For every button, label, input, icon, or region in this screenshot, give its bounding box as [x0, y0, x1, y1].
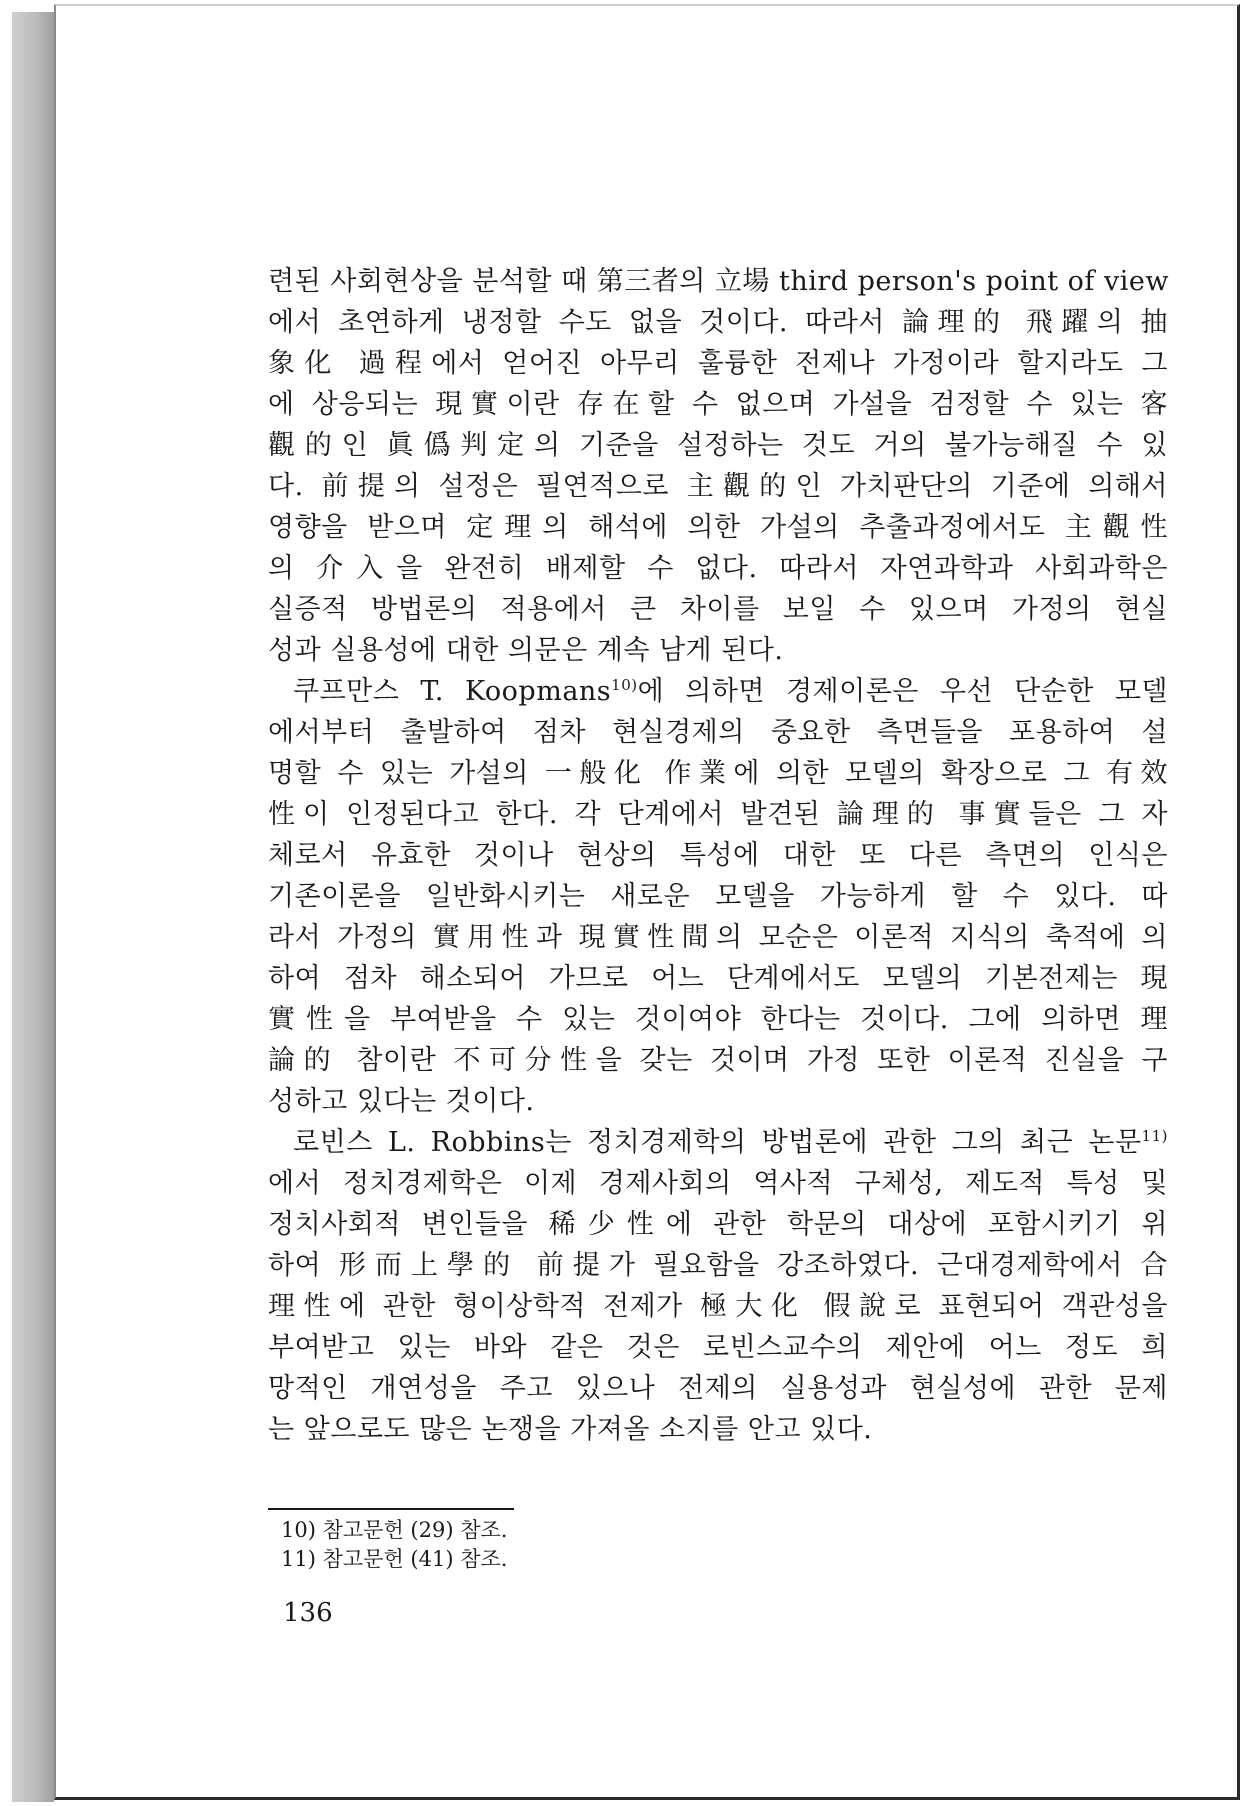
footnote-ref: 10): [611, 676, 638, 694]
text-line: 實性을 부여받을 수 있는 것이여야 한다는 것이다. 그에 의하면 理: [268, 1004, 1168, 1035]
footnotes: [281, 1516, 881, 1574]
text-line: 에 상응되는 現實이란 存在할 수 없으며 가설을 검정할 수 있는 客: [268, 389, 1168, 420]
footnote-item: 11) 참고문헌 (41) 참조.: [281, 1547, 508, 1571]
text-line: 에서부터 출발하여 점차 현실경제의 중요한 측면들을 포용하여 설: [268, 717, 1168, 748]
paragraph: [268, 261, 1168, 671]
text-line: 명할 수 있는 가설의 一般化 作業에 의한 모델의 확장으로 그 有效: [268, 758, 1168, 789]
text-line: 부여받고 있는 바와 같은 것은 로빈스교수의 제안에 어느 정도 희: [268, 1332, 1168, 1363]
text-line: 성하고 있다는 것이다.: [268, 1086, 535, 1117]
text-line: 로빈스 L. Robbins는 정치경제학의 방법론에 관한 그의 최근 논문$^{11)}$: [293, 1127, 1168, 1158]
text-line: 는 앞으로도 많은 논쟁을 가져올 소지를 안고 있다.: [268, 1414, 873, 1445]
text-line: 하여 점차 해소되어 가므로 어느 단계에서도 모델의 기본전제는 現: [268, 963, 1168, 994]
text-line: 의 介入을 완전히 배제할 수 없다. 따라서 자연과학과 사회과학은: [268, 553, 1168, 584]
text-line: 성과 실용성에 대한 의문은 계속 남게 된다.: [268, 635, 784, 666]
footnote-ref: 11): [1141, 1127, 1168, 1145]
text-line: 망적인 개연성을 주고 있으나 전제의 실용성과 현실성에 관한 문제: [268, 1373, 1168, 1404]
paragraph: [268, 671, 1168, 1122]
text-line: 에서 초연하게 냉정할 수도 없을 것이다. 따라서 論理的 飛躍의 抽: [268, 307, 1168, 338]
book-spine-edge: [0, 0, 62, 1806]
book-page-stack: [12, 12, 54, 1802]
text-line: 실증적 방법론의 적용에서 큰 차이를 보일 수 있으며 가정의 현실: [268, 594, 1168, 625]
text-line: 하여 形而上學的 前提가 필요함을 강조하였다. 근대경제학에서 合: [268, 1250, 1168, 1281]
text-line: 에서 정치경제학은 이제 경제사회의 역사적 구체성, 제도적 특성 및: [268, 1168, 1168, 1199]
text-line: 觀的인 眞僞判定의 기준을 설정하는 것도 거의 불가능해질 수 있: [268, 430, 1168, 461]
footnote-item: 10) 참고문헌 (29) 참조.: [281, 1518, 508, 1542]
body-text: [268, 261, 1168, 1450]
text-line: 理性에 관한 형이상학적 전제가 極大化 假說로 표현되어 객관성을: [268, 1291, 1168, 1322]
book-page: [54, 4, 1240, 1800]
footnote-divider: [268, 1508, 514, 1510]
text-line: 기존이론을 일반화시키는 새로운 모델을 가능하게 할 수 있다. 따: [268, 881, 1168, 912]
text-line: 다. 前提의 설정은 필연적으로 主觀的인 가치판단의 기준에 의해서: [268, 471, 1168, 502]
paragraph: [268, 1122, 1168, 1450]
text-line: 論的 참이란 不可分性을 갖는 것이며 가정 또한 이론적 진실을 구: [268, 1045, 1168, 1076]
text-line: 정치사회적 변인들을 稀少性에 관한 학문의 대상에 포함시키기 위: [268, 1209, 1168, 1240]
text-line: 련된 사회현상을 분석할 때 第三者의 立場 third person's point of view: [268, 266, 1169, 297]
page-number: 136: [283, 1598, 333, 1628]
text-line: 영향을 받으며 定理의 해석에 의한 가설의 추출과정에서도 主觀性: [268, 512, 1168, 543]
text-line: 라서 가정의 實用性과 現實性間의 모순은 이론적 지식의 축적에 의: [268, 922, 1168, 953]
text-line: 체로서 유효한 것이나 현상의 특성에 대한 또 다른 측면의 인식은: [268, 840, 1168, 871]
text-line: 象化 過程에서 얻어진 아무리 훌륭한 전제나 가정이라 할지라도 그: [268, 348, 1168, 379]
text-line: 性이 인정된다고 한다. 각 단계에서 발견된 論理的 事實들은 그 자: [268, 799, 1168, 830]
text-line: 쿠프만스 T. Koopmans$^{10)}$에 의하면 경제이론은 우선 단순한 모델: [293, 676, 1168, 707]
